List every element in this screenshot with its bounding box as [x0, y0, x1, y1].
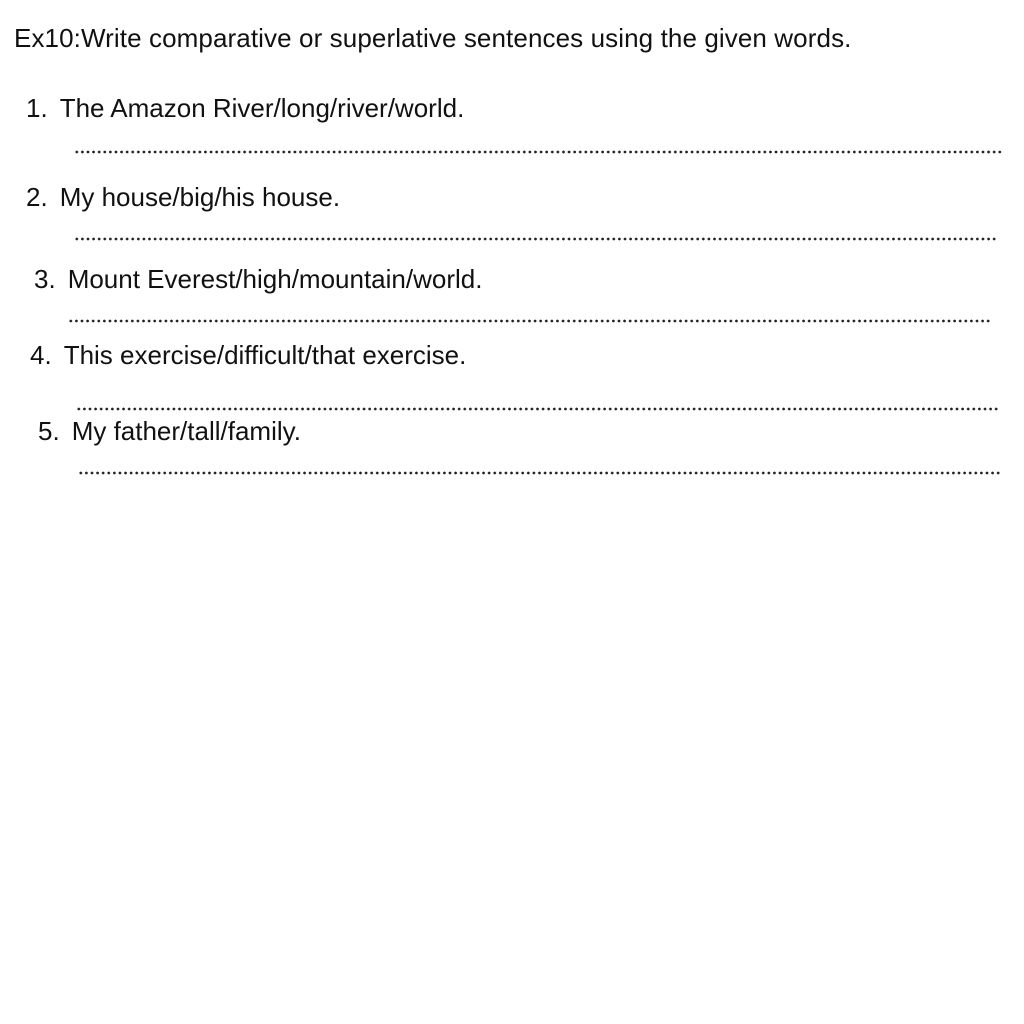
exercise-item-4	[30, 339, 466, 371]
item-number: 5.	[38, 416, 60, 446]
item-prompt: My father/tall/family.	[71, 416, 301, 446]
answer-line-3[interactable]	[68, 317, 990, 325]
exercise-item-3	[34, 263, 482, 295]
exercise-item-1	[26, 92, 464, 124]
exercise-item-2	[26, 181, 340, 213]
item-number: 4.	[30, 340, 52, 370]
exercise-title: Ex10:Write comparative or superlative sentences using the given words.	[14, 23, 852, 53]
answer-line-2[interactable]	[74, 235, 996, 243]
item-prompt: My house/big/his house.	[59, 182, 341, 212]
item-prompt: Mount Everest/high/mountain/world.	[67, 264, 483, 294]
exercise-item-5	[38, 415, 301, 447]
item-prompt: This exercise/difficult/that exercise.	[63, 340, 467, 370]
item-prompt: The Amazon River/long/river/world.	[59, 93, 465, 123]
answer-line-5[interactable]	[78, 469, 1000, 477]
item-number: 3.	[34, 264, 56, 294]
item-number: 1.	[26, 93, 48, 123]
answer-line-4[interactable]	[76, 405, 998, 413]
item-number: 2.	[26, 182, 48, 212]
answer-line-1[interactable]	[74, 148, 1004, 156]
